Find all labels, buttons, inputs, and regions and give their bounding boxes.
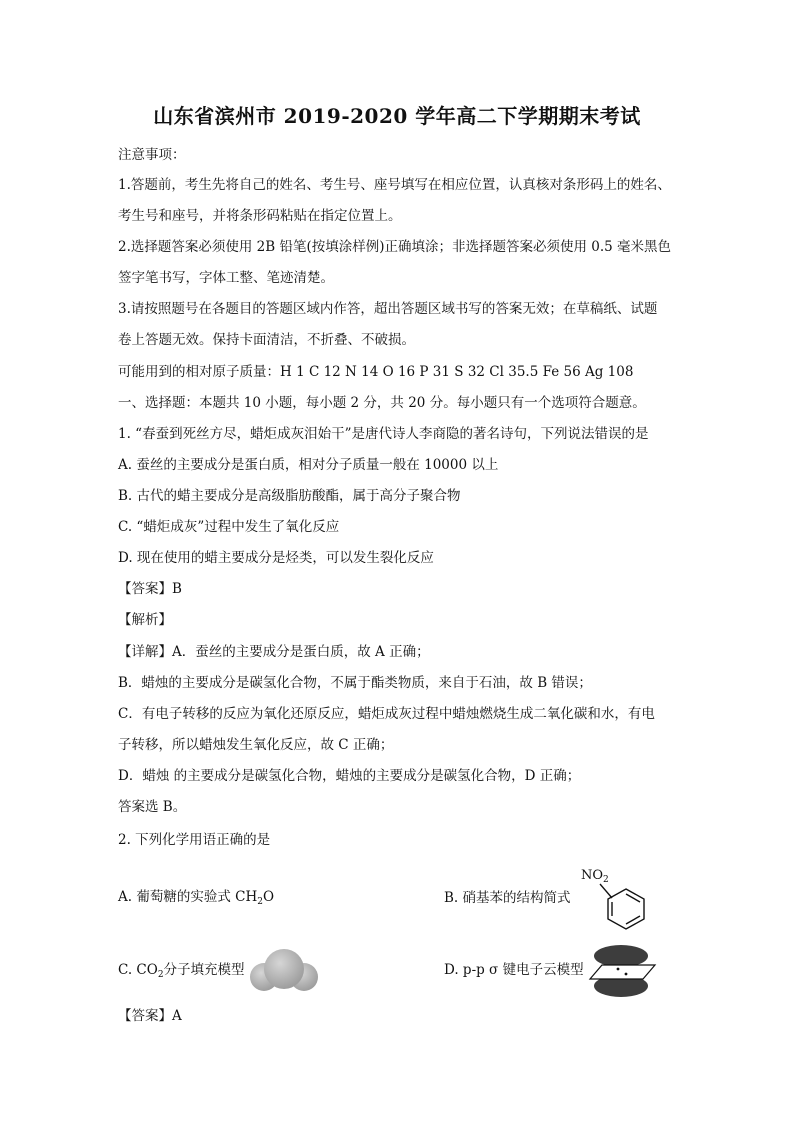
question-2-answer: 【答案】A: [118, 1008, 182, 1024]
question-1-analysis-line-4: 子转移，所以蜡烛发生氧化反应，故 C 正确；: [118, 737, 394, 753]
question-2-option-a: [118, 887, 274, 912]
question-2-stem: 2. 下列化学用语正确的是: [118, 832, 271, 848]
nitro-bond: [600, 884, 612, 898]
question-1-option-d: D. 现在使用的蜡主要成分是烃类，可以发生裂化反应: [118, 550, 434, 566]
notice-line-1: 1.答题前，考生先将自己的姓名、考生号、座号填写在相应位置，认真核对条形码上的姓名、: [118, 177, 671, 193]
question-1-answer: 【答案】B: [118, 581, 182, 597]
question-1-analysis-line-5: D．蜡烛 的主要成分是碳氢化合物，蜡烛的主要成分是碳氢化合物，D 正确；: [118, 768, 581, 784]
nitro-group-text: NO: [581, 868, 604, 883]
notice-line-6: 卷上答题无效。保持卡面清洁，不折叠、不破损。: [118, 332, 415, 348]
option-c-text: C. CO: [118, 962, 158, 978]
notice-heading: 注意事项：: [118, 147, 186, 163]
notice-line-3: 2.选择题答案必须使用 2B 铅笔(按填涂样例)正确填涂；非选择题答案必须使用 0.5 毫米黑色: [118, 239, 672, 255]
option-c-text-end: 分子填充模型: [163, 962, 245, 978]
sigma-bond-electron-cloud-model: [588, 943, 658, 999]
nitro-group-subscript: 2: [603, 875, 609, 885]
question-2-option-c: [118, 960, 245, 985]
notice-line-4: 签字笔书写，字体工整、笔迹清楚。: [118, 270, 334, 286]
option-a-text: A. 葡萄糖的实验式 CH: [118, 889, 258, 905]
carbon-atom: [264, 949, 304, 989]
upper-electron-cloud: [594, 945, 648, 967]
notice-line-5: 3.请按照题号在各题目的答题区域内作答，超出答题区域书写的答案无效；在草稿纸、试题: [118, 301, 658, 317]
co2-space-filling-model: [249, 946, 319, 996]
question-1-analysis-line-2: B．蜡烛的主要成分是碳氢化合物，不属于酯类物质，来自于石油，故 B 错误；: [118, 675, 592, 691]
benzene-ring: [608, 889, 644, 929]
question-1-analysis-heading: 【解析】: [118, 612, 172, 628]
nucleus-dot: [617, 968, 620, 971]
question-1-analysis-line-6: 答案选 B。: [118, 799, 187, 815]
notice-line-2: 考生号和座号，并将条形码粘贴在指定位置上。: [118, 208, 402, 224]
page-title: 山东省滨州市 2019-2020 学年高二下学期期末考试: [153, 104, 641, 128]
nodal-plane: [590, 965, 655, 979]
nitrobenzene-structure: [598, 880, 658, 940]
question-2-option-d: D. p-p σ 键电子云模型: [444, 962, 584, 978]
question-1-option-a: A. 蚕丝的主要成分是蛋白质，相对分子质量一般在 10000 以上: [118, 457, 499, 473]
section-heading: 一、选择题：本题共 10 小题，每小题 2 分，共 20 分。每小题只有一个选项符合题意。: [118, 395, 646, 411]
question-1-stem: 1. “春蚕到死丝方尽，蜡炬成灰泪始干”是唐代诗人李商隐的著名诗句，下列说法错误的是: [118, 426, 649, 442]
question-1-analysis-line-3: C．有电子转移的反应为氧化还原反应，蜡炬成灰过程中蜡烛燃烧生成二氧化碳和水，有电: [118, 706, 655, 722]
question-1-option-c: C. “蜡炬成灰”过程中发生了氧化反应: [118, 519, 340, 535]
question-1-option-b: B. 古代的蜡主要成分是高级脂肪酸酯，属于高分子聚合物: [118, 488, 461, 504]
option-a-text-end: O: [262, 889, 275, 905]
option-c-subscript: 2: [157, 970, 164, 980]
question-1-analysis-line-1: 【详解】A．蚕丝的主要成分是蛋白质，故 A 正确；: [118, 644, 430, 660]
option-a-subscript: 2: [257, 897, 263, 907]
nucleus-dot: [625, 973, 628, 976]
atomic-masses: 可能用到的相对原子质量：H 1 C 12 N 14 O 16 P 31 S 32 Cl 35.5 Fe 56 Ag 108: [118, 364, 634, 380]
question-2-option-b: B. 硝基苯的结构简式: [444, 890, 571, 906]
